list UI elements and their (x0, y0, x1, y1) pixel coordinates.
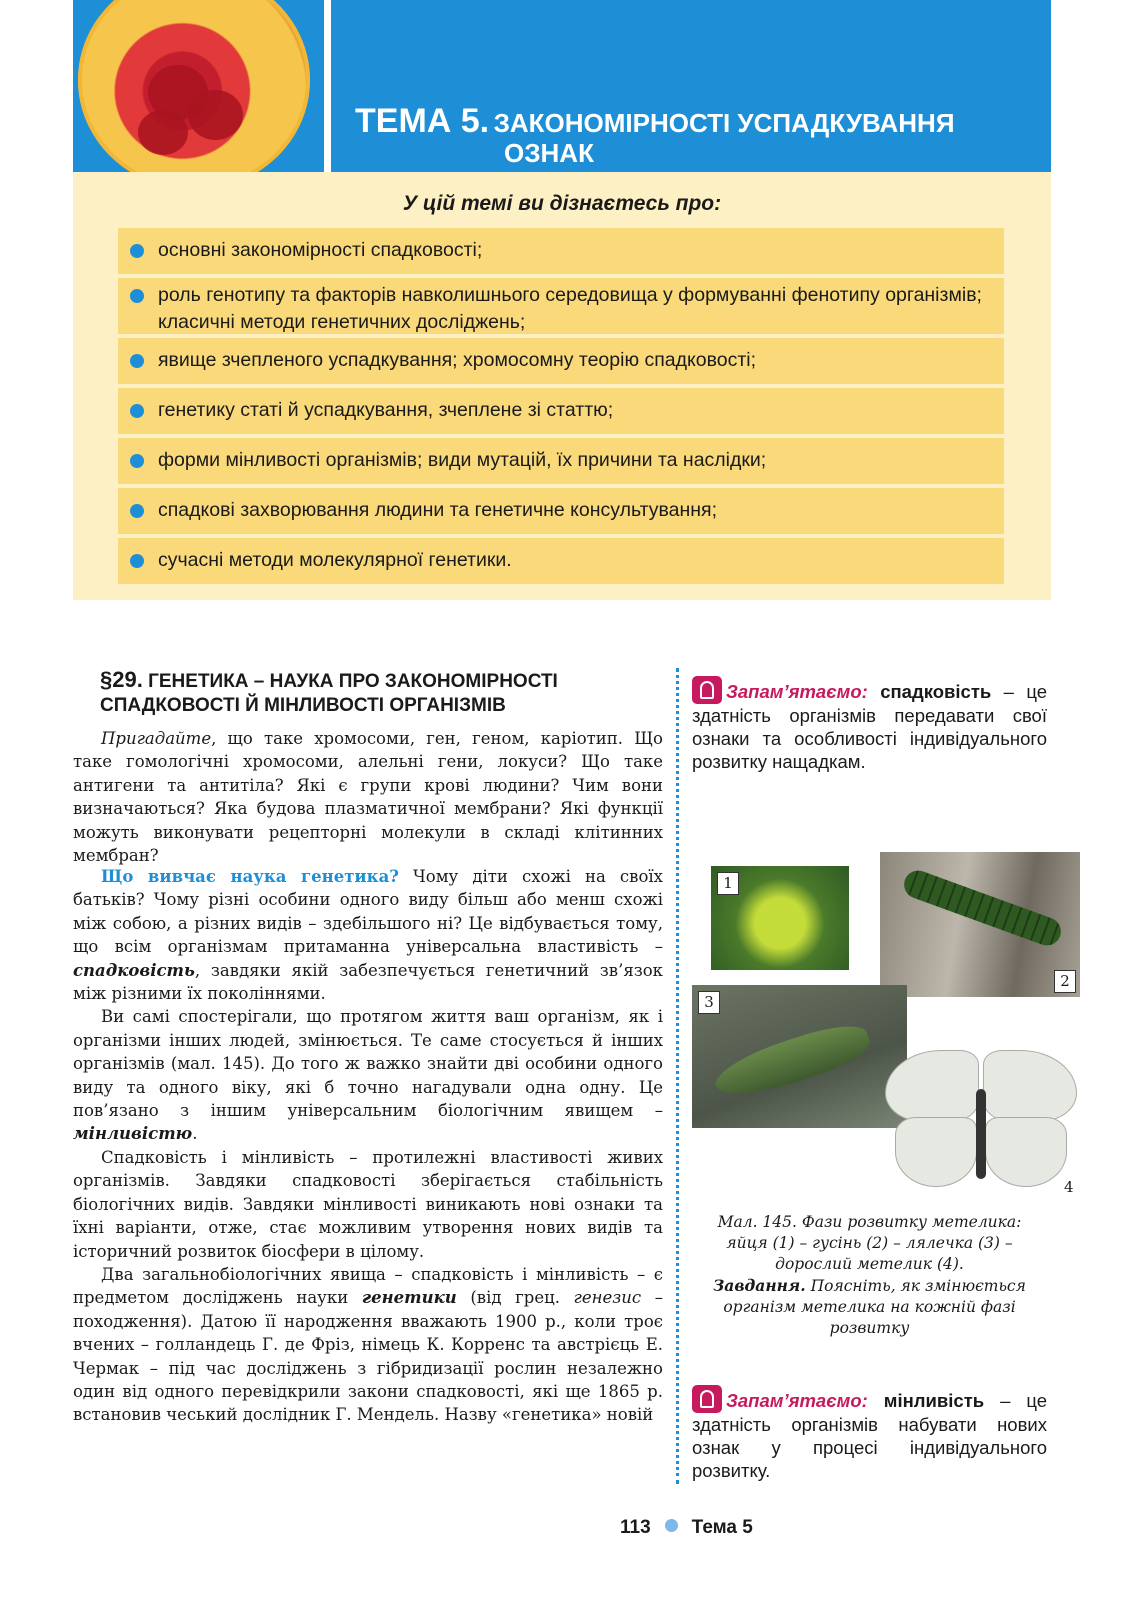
caption-line3: дорослий метелик (4). (775, 1255, 964, 1273)
figure-caption (692, 1212, 1047, 1339)
theme-title-line1: ЗАКОНОМІРНОСТІ УСПАДКУВАННЯ (493, 108, 955, 138)
intro-item (118, 438, 1004, 484)
intro-item (118, 388, 1004, 434)
paragraph-text: . (192, 1124, 198, 1144)
paragraph-text: Ви самі спостерігали, що протягом життя ваш організм, як і організми інших людей, змінюється. Те саме стосується й інших організмів (мал. 145). До того ж важко знайти дві особини одного виду та одного віку, які б точно нагадували одна одну. Це пов’язано з іншим універсальним біологічним явищем – (73, 1007, 663, 1121)
term-genesis: генезис (573, 1288, 642, 1308)
recall-text: , що таке хромосоми, ген, геном, каріотип. Що таке гомологічні хромосоми, алельні гени, локуси? Що таке антигени та антитіла? Які є групи крові людини? Чим вони визначаються? Яка будова плазматичної мембрани? Які функції можуть виконувати рецепторні молекули в складі клітинних мембран? (73, 729, 663, 866)
intro-item (118, 338, 1004, 384)
intro-item-text: сучасні методи молекулярної генетики. (158, 549, 512, 571)
caterpillar-photo (880, 852, 1080, 997)
photo-label: 2 (1054, 970, 1076, 993)
caption-line2: яйця (1) – гусінь (2) – лялечка (3) – (726, 1234, 1013, 1252)
intro-item (118, 228, 1004, 274)
intro-heading: У цій темі ви дізнаєтесь про: (402, 192, 722, 215)
task-text: Поясніть, як змінюється організм метелика на кожній фазі розвитку (723, 1277, 1026, 1337)
section-question: Що вивчає наука генетика? (101, 867, 399, 886)
butterfly-body (976, 1089, 986, 1179)
page-footer (620, 1517, 753, 1539)
footer-dot-icon (665, 1519, 678, 1532)
term-heredity: спадковість (73, 960, 195, 980)
term-variability: мінливістю (73, 1124, 193, 1144)
intro-item-text: спадкові захворювання людини та генетичне консультування; (158, 499, 717, 521)
page-number: 113 (620, 1517, 651, 1538)
paragraph-text: – походження). Датою її народження вважають 1900 р., коли троє вчених – голландець Г. де Фріз, німець К. Корренс та австрієць Е. Чермак – під час досліджень з гібридизації рослин незалежно один від одного перевідкрили закони спадковості, які ще 1865 р. встановив чеський дослідник Г. Мендель. Назву «генетика» новій (73, 1288, 664, 1425)
caption-line1: Мал. 145. Фази розвитку метелика: (717, 1213, 1022, 1231)
intro-item-text: генетику статі й успадкування, зчеплене зі статтю; (158, 399, 614, 421)
paragraph-text: Два загальнобіологічних явища – спадковість і мінливість – є предметом досліджень науки (73, 1264, 663, 1308)
footer-theme: Тема 5 (691, 1517, 753, 1538)
intro-item (118, 278, 1004, 334)
remember-note (692, 676, 1047, 773)
intro-item-text: роль генотипу та факторів навколишнього середовища у формуванні фенотипу організмів; класичні методи генетичних досліджень; (158, 284, 982, 333)
butterfly-eggs-photo (711, 866, 849, 970)
remember-label: Запам’ятаємо: (726, 1390, 868, 1411)
bullet-icon (130, 554, 144, 568)
note-text: – це здатність організмів передавати свої ознаки та особливості індивідуального розвитку нащадкам. (692, 681, 1048, 772)
bullet-icon (130, 454, 144, 468)
caterpillar-shape (900, 867, 1065, 950)
theme-title (355, 104, 1045, 166)
section-title-line1: ГЕНЕТИКА – НАУКА ПРО ЗАКОНОМІРНОСТІ (148, 671, 558, 692)
photo-label: 1 (717, 872, 739, 895)
intro-item (118, 538, 1004, 584)
photo-label: 3 (698, 991, 720, 1014)
note-term: спадковість (880, 681, 992, 702)
bullet-icon (130, 404, 144, 418)
intro-item-text: основні закономірності спадковості; (158, 239, 483, 261)
header-divider (324, 0, 331, 172)
main-text (73, 865, 663, 1427)
recall-paragraph (73, 727, 663, 867)
column-separator (676, 668, 679, 1484)
photo-label: 4 (1064, 1178, 1074, 1196)
pupa-shape (709, 1016, 874, 1105)
paragraph-text: Чому діти схожі на своїх батьків? Чому різні особини одного виду більш або менш схожі між собою, а різних видів – здебільшого ні? Це відбувається тому, що всім організмам притаманна універсальна властивість – (73, 867, 663, 957)
remember-note (692, 1385, 1047, 1482)
bullet-icon (130, 244, 144, 258)
paragraph-text: Спадковість і мінливість – протилежні властивості живих організмів. Завдяки спадковості зберігається стабільність біологічних видів. Завдяки мінливості виникають нові ознаки та їхні варіанти, отже, стає можливим утворення нових видів та історичний розвиток біосфери в цілому. (73, 1147, 663, 1261)
paragraph-text: , завдяки якій забезпечується генетичний зв’язок між різними їх поколіннями. (73, 960, 663, 1004)
section-title-line2: СПАДКОВОСТІ Й МІНЛИВОСТІ ОРГАНІЗМІВ (100, 695, 506, 716)
note-text: – це здатність організмів набувати нових ознак у процесі індивідуального розвитку. (692, 1390, 1048, 1481)
butterfly-photo (880, 1045, 1080, 1195)
pupa-photo (692, 985, 907, 1128)
term-genetics: генетики (361, 1288, 457, 1308)
theme-title-line2: ОЗНАК (504, 138, 594, 168)
section-heading (100, 668, 660, 718)
section-number: §29. (100, 667, 143, 692)
intro-item (118, 488, 1004, 534)
remember-label: Запам’ятаємо: (726, 681, 868, 702)
bullet-icon (130, 354, 144, 368)
note-term: мінливість (883, 1390, 985, 1411)
remember-icon (692, 676, 722, 704)
intro-item-text: форми мінливості організмів; види мутацій, їх причини та наслідки; (158, 449, 767, 471)
intro-item-text: явище зчепленого успадкування; хромосомну теорію спадковості; (158, 349, 757, 371)
bullet-icon (130, 504, 144, 518)
paragraph-text: (від грец. (456, 1288, 574, 1308)
remember-icon (692, 1385, 722, 1413)
recall-lead: Пригадайте (101, 729, 212, 748)
bullet-icon (130, 289, 144, 303)
theme-number: ТЕМА 5. (355, 102, 490, 140)
task-label: Завдання. (713, 1276, 806, 1295)
